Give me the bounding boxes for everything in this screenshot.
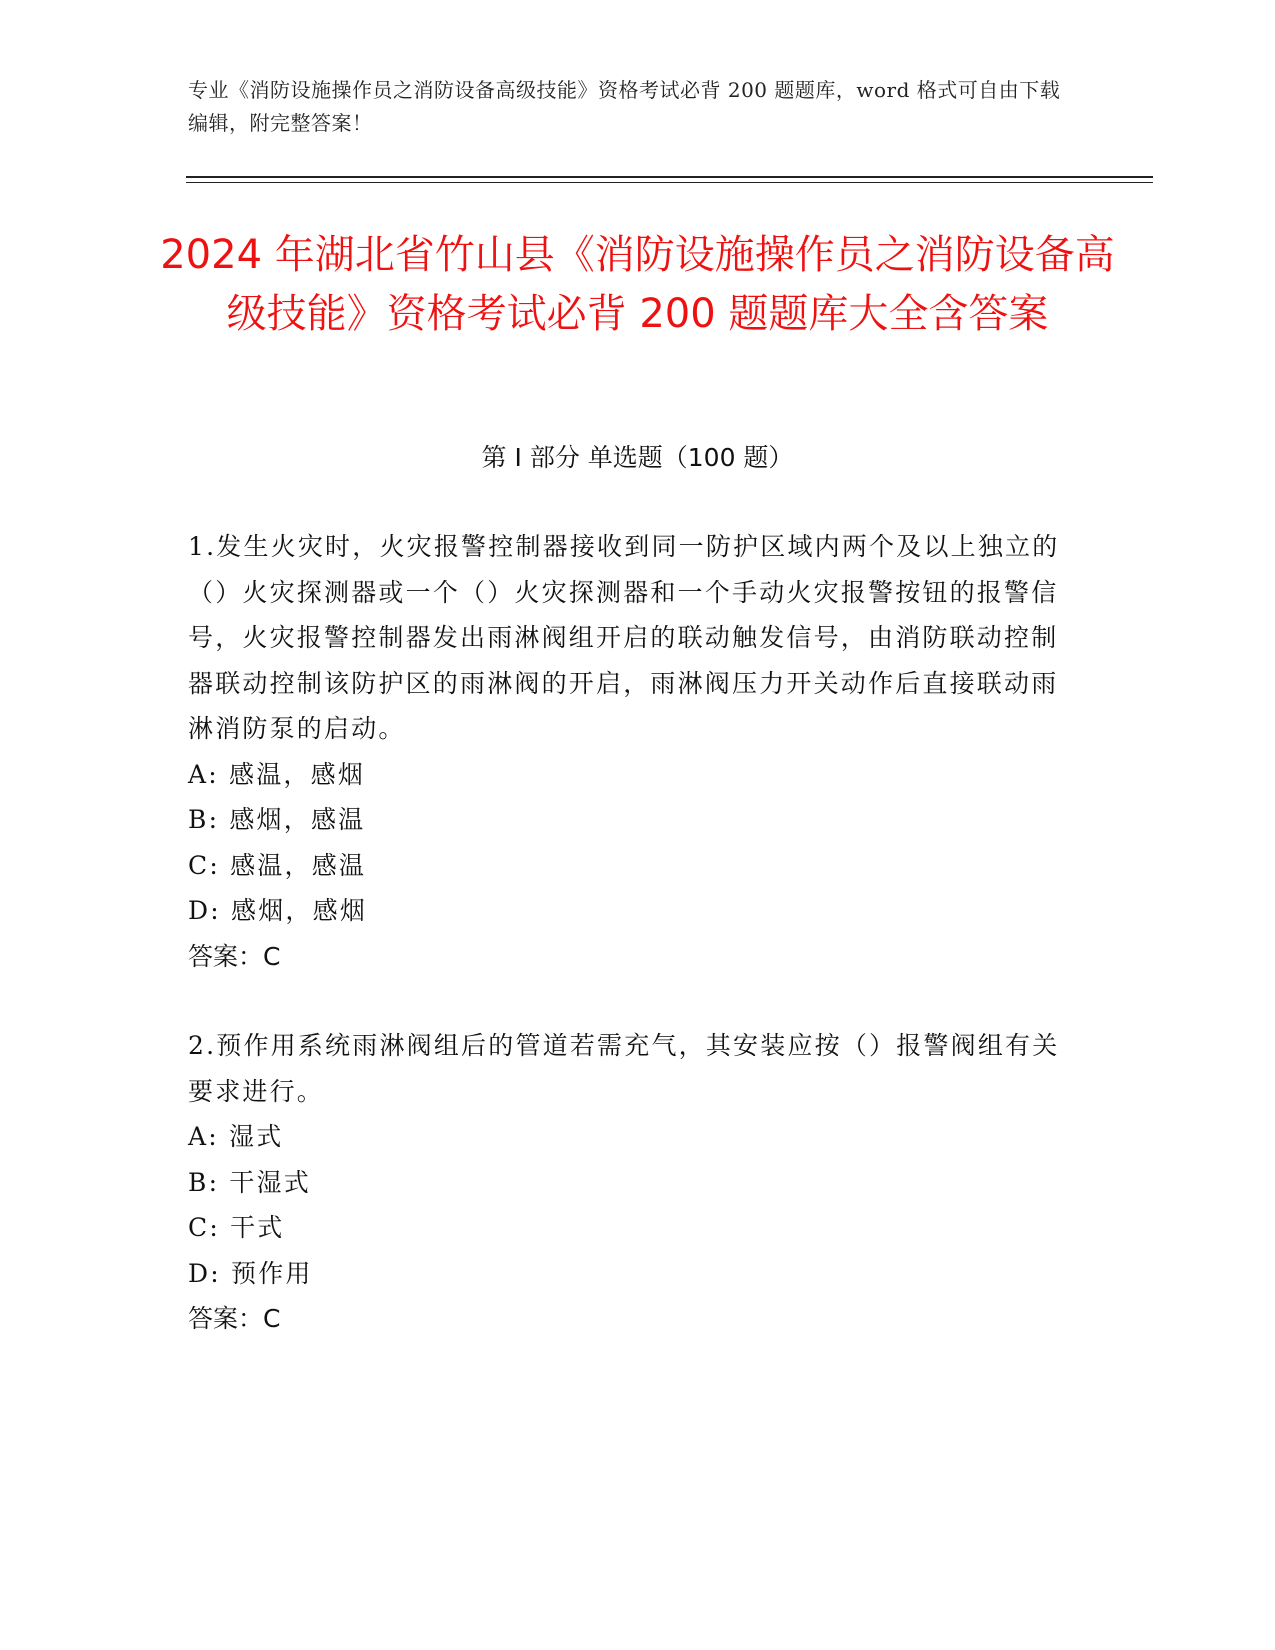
option-b: B: 感烟，感温 — [188, 805, 366, 834]
option-a: A: 感温，感烟 — [188, 759, 366, 789]
section-heading: 第 I 部分 单选题（100 题） — [481, 443, 794, 472]
document-title: 2024 年湖北省竹山县《消防设施操作员之消防设备高级技能》资格考试必背 200 题题库大全含答案 — [160, 232, 1115, 337]
question-stem: 2.预作用系统雨淋阀组后的管道若需充气，其安装应按（）报警阀组有关要求进行。 — [188, 1031, 1060, 1106]
header-divider-thin — [186, 182, 1153, 183]
question-2 — [188, 1023, 1068, 1342]
option-c: C: 感温，感温 — [188, 850, 367, 880]
header-divider-thick — [186, 176, 1153, 178]
option-a: A: 湿式 — [188, 1122, 284, 1151]
question-1 — [188, 524, 1068, 979]
option-b: B: 干湿式 — [188, 1167, 311, 1197]
answer-line: 答案：C — [188, 941, 281, 971]
answer-line: 答案：C — [188, 1304, 281, 1333]
option-c: C: 干式 — [188, 1213, 285, 1242]
header-note: 专业《消防设施操作员之消防设备高级技能》资格考试必背 200 题题库，word 格式可自由下载编辑，附完整答案！ — [188, 78, 1061, 135]
question-stem: 1.发生火灾时，火灾报警控制器接收到同一防护区域内两个及以上独立的（）火灾探测器或一个（）火灾探测器和一个手动火灾报警按钮的报警信号，火灾报警控制器发出雨淋阀组开启的联动触发信号，由消防联动控制器联动控制该防护区的雨淋阀的开启，雨淋阀压力开关动作后直接联动雨淋消防泵的启动。 — [188, 532, 1060, 743]
option-d: D: 预作用 — [188, 1258, 313, 1288]
option-d: D: 感烟，感烟 — [188, 896, 368, 925]
